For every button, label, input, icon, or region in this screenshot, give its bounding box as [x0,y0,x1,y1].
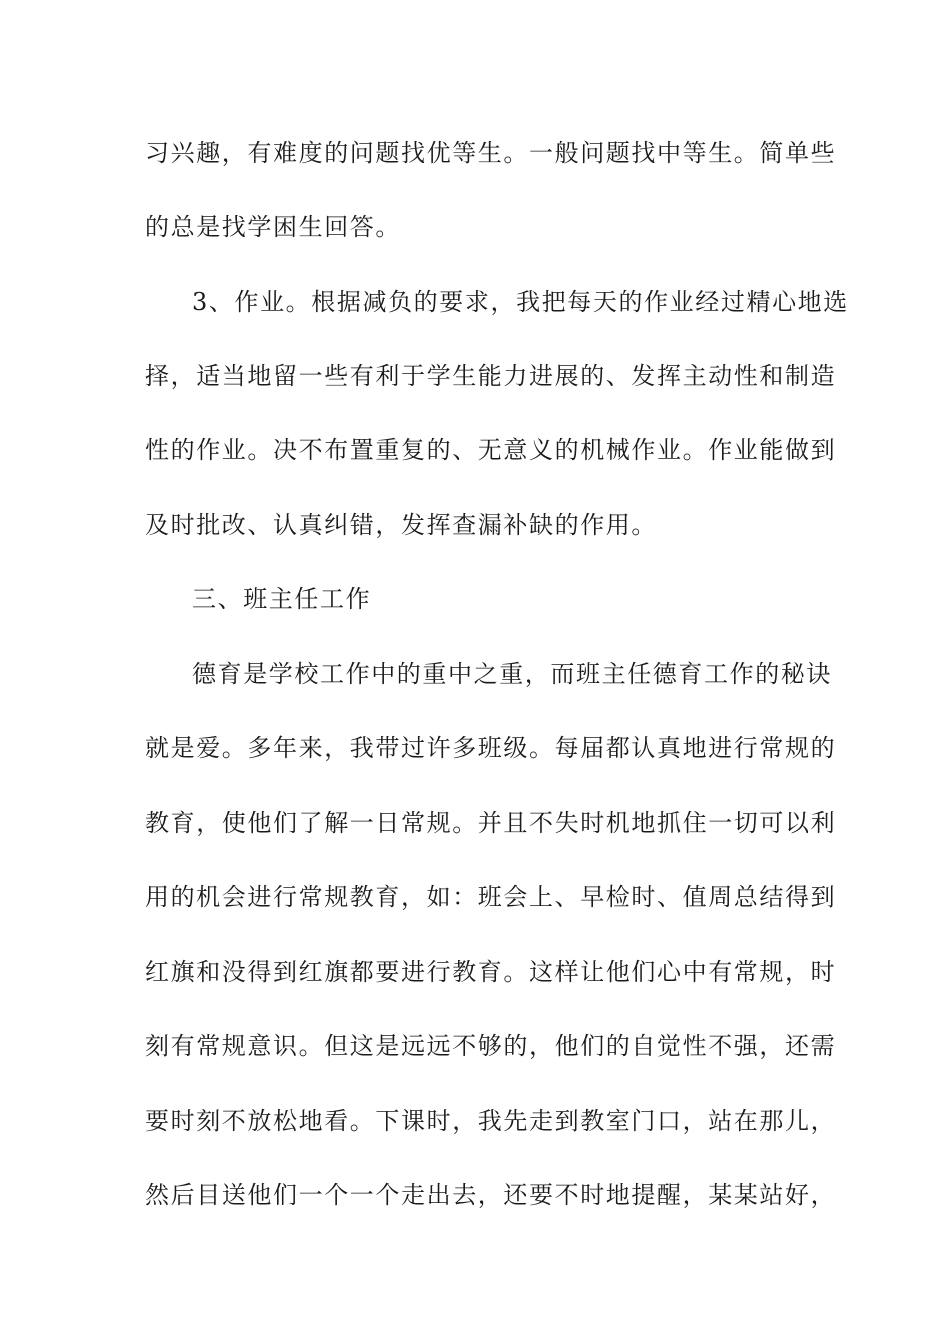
text-line: 性的作业。决不布置重复的、无意义的机械作业。作业能做到 [145,436,837,464]
text-line: 习兴趣，有难度的问题找优等生。一般问题找中等生。简单些 [145,139,837,167]
text-line: 3、作业。根据减负的要求，我把每天的作业经过精心地选 [192,288,849,316]
text-line: 要时刻不放松地看。下课时，我先走到教室门口，站在那儿， [145,1107,837,1135]
text-line: 教育，使他们了解一日常规。并且不失时机地抓住一切可以利 [145,809,837,837]
text-line: 红旗和没得到红旗都要进行教育。这样让他们心中有常规，时 [145,958,837,986]
text-line: 及时批改、认真纠错，发挥查漏补缺的作用。 [145,511,657,539]
text-line: 刻有常规意识。但这是远远不够的，他们的自觉性不强，还需 [145,1032,837,1060]
text-line: 德育是学校工作中的重中之重，而班主任德育工作的秘诀 [192,660,832,688]
text-line: 用的机会进行常规教育，如：班会上、早检时、值周总结得到 [145,883,837,911]
text-line: 然后目送他们一个一个走出去，还要不时地提醒，某某站好， [145,1181,837,1209]
text-line: 的总是找学困生回答。 [145,213,401,241]
section-heading: 三、班主任工作 [192,585,372,613]
text-line: 择，适当地留一些有利于学生能力进展的、发挥主动性和制造 [145,362,837,390]
text-line: 就是爱。多年来，我带过许多班级。每届都认真地进行常规的 [145,734,837,762]
